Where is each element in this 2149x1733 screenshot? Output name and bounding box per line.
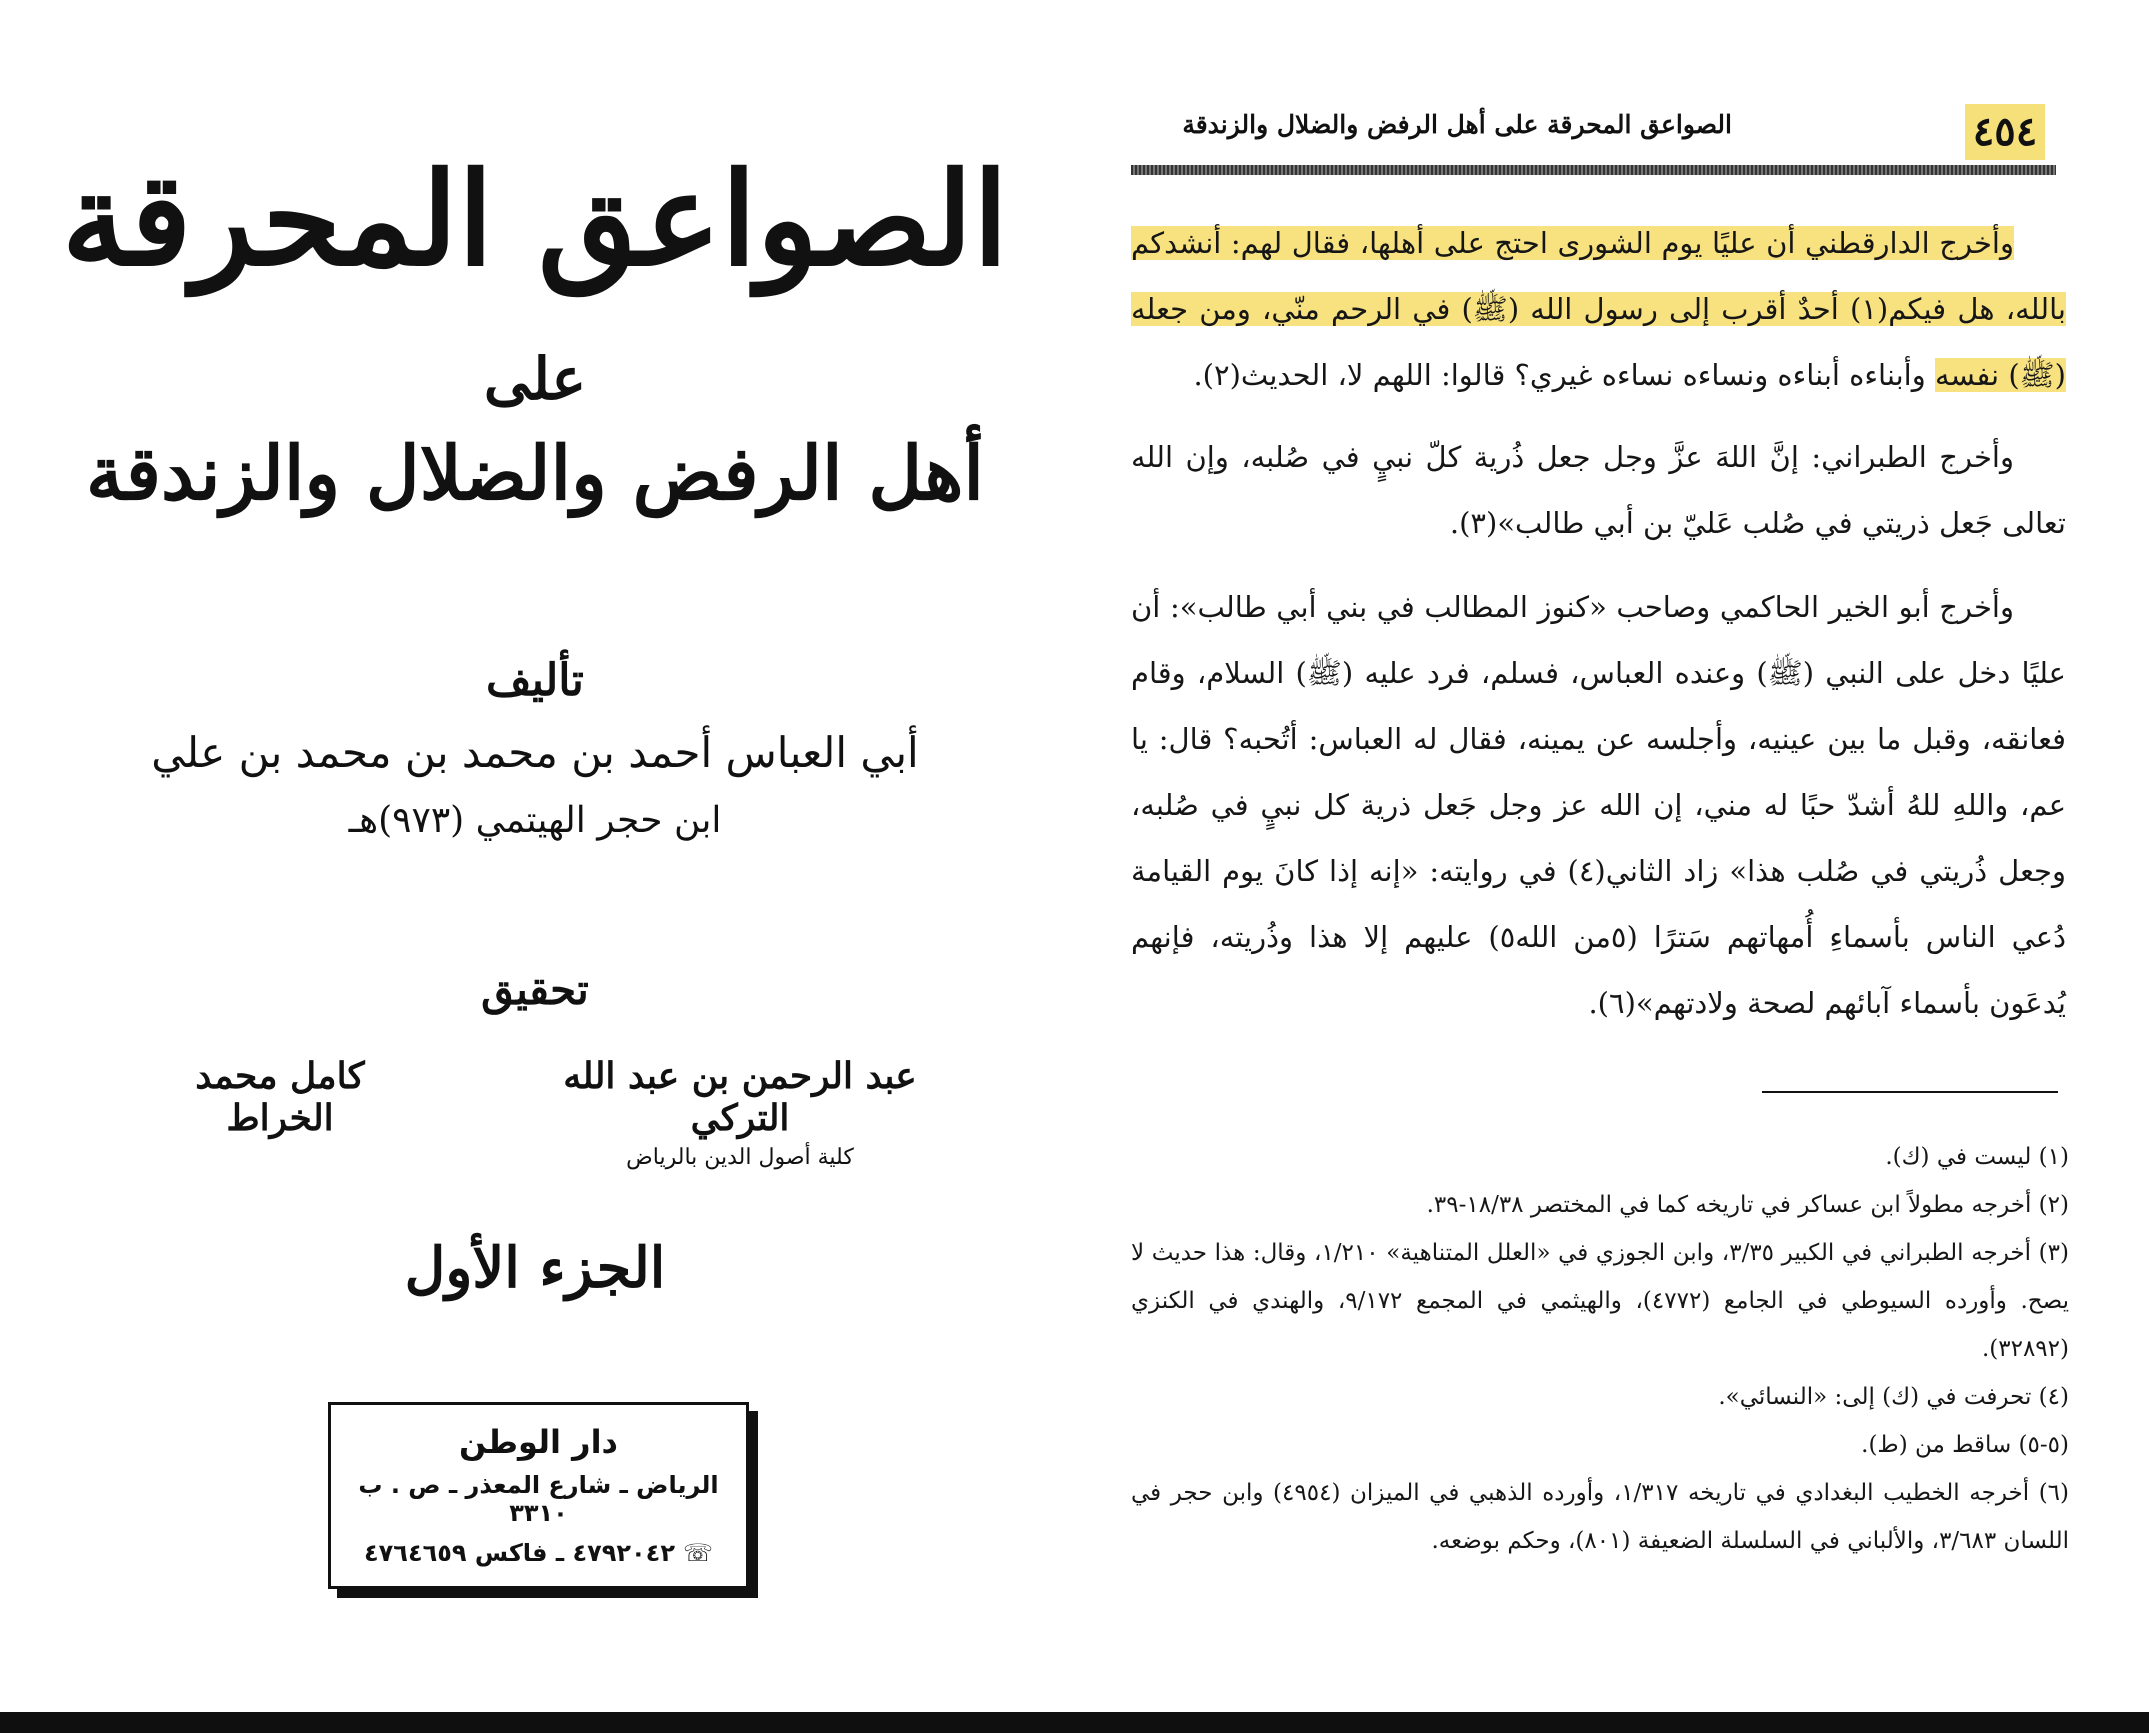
footnote: (١) ليست في (ك). <box>1885 1144 2069 1170</box>
scan-edge-bar <box>0 1712 1070 1733</box>
telephone-icon: ☏ <box>682 1539 713 1567</box>
paragraph-1-rest: وأبناءه أبناءه ونساءه نساءه غيري؟ قالوا: اللهم لا، الحديث(٢). <box>1193 358 1935 392</box>
editor-2-name: كامل محمد الخراط <box>195 1055 365 1139</box>
book-title: الصواعق المحرقة <box>61 145 1009 295</box>
cover-page <box>0 0 1070 1712</box>
footnotes <box>1131 1133 2069 1565</box>
editor-1-name: عبد الرحمن بن عبد الله التركي <box>563 1055 917 1139</box>
publisher-box <box>328 1402 749 1589</box>
header-rule <box>1131 165 2056 175</box>
highlighted-text: وأخرج الدارقطني أن عليًا يوم الشورى احتج على أهلها، فقال لهم: أنشدكم بالله، هل فيكم(١) أحدٌ أقرب إلى رسول الله (ﷺ) في الرحم منّي، ومن جعله (ﷺ) نفسه <box>1131 226 2067 392</box>
footnote: (٦) أخرجه الخطيب البغدادي في تاريخه ١/٣١٧، وأورده الذهبي في الميزان (٤٩٥٤) وابن حجر في اللسان ٣/٦٨٣، والألباني في السلسلة الضعيفة (٨٠١)، وحكم بوضعه. <box>1131 1480 2070 1554</box>
paragraph-2: وأخرج الطبراني: إنَّ اللهَ عزَّ وجل جعل ذُرية كلّ نبيٍ في صُلبه، وإن الله تعالى جَعل ذريتي في صُلب عَليّ بن أبي طالب»(٣). <box>1131 440 2066 540</box>
footnote-rule <box>1762 1091 2058 1093</box>
publisher-phone-line <box>331 1539 746 1567</box>
editing-label: تحقيق <box>481 965 589 1014</box>
publisher-phone: ٤٧٩٢٠٤٢ ـ فاكس ٤٧٦٤٦٥٩ <box>364 1539 675 1567</box>
paragraph-3: وأخرج أبو الخير الحاكمي وصاحب «كنوز المطالب في بني أبي طالب»: أن عليًا دخل على النبي (ﷺ) وعنده العباس، فسلم، فرد عليه (ﷺ) السلام، وقام فعانقه، وقبل ما بين عينيه، وأجلسه عن يمينه، فقال له العباس: أتُحبه؟ قال: يا عم، واللهِ للهُ أشدّ حبًا له مني، إن الله عز وجل جَعل ذرية كل نبيٍ في صُلبه، وجعل ذُريتي في صُلب هذا» زاد الثاني(٤) في روايته: «إنه إذا كانَ يوم القيامة دُعي الناس بأسماءِ أُمهاتهم سَترًا (٥من الله٥) عليهم إلا هذا وذُريته، فإنهم يُدعَون بأسماء آبائهم لصحة ولادتهم»(٦). <box>1131 590 2066 1020</box>
running-head: الصواعق المحرقة على أهل الرفض والضلال والزندقة <box>1182 110 1732 139</box>
volume-label: الجزء الأول <box>404 1235 666 1301</box>
footnote: (٥-٥) ساقط من (ط). <box>1861 1432 2069 1458</box>
footnote: (٤) تحرفت في (ك) إلى: «النسائي». <box>1718 1384 2069 1410</box>
scan-edge-bar <box>1070 1712 2149 1733</box>
publisher-name: دار الوطن <box>459 1423 618 1461</box>
footnote: (٣) أخرجه الطبراني في الكبير ٣/٣٥، وابن الجوزي في «العلل المتناهية» ١/٢١٠، وقال: هذا حديث لا يصح. وأورده السيوطي في الجامع (٤٧٧٢)، والهيثمي في المجمع ٩/١٧٢، والهندي في الكنزي (٣٢٨٩٢). <box>1131 1240 2070 1362</box>
page-number: ٤٥٤ <box>1965 104 2045 160</box>
editor-2 <box>150 1055 410 1139</box>
book-subtitle: أهل الرفض والضلال والزندقة <box>86 431 984 517</box>
author-name: أبي العباس أحمد بن محمد بن محمد بن علي <box>151 728 919 777</box>
footnote: (٢) أخرجه مطولاً ابن عساكر في تاريخه كما في المختصر ١٨/٣٨-٣٩. <box>1426 1192 2069 1218</box>
editor-1 <box>560 1055 920 1170</box>
author-lineage: ابن حجر الهيتمي (٩٧٣)هـ <box>348 800 722 841</box>
paragraph-1 <box>1131 210 2066 408</box>
title-connector: على <box>483 345 587 413</box>
publisher-address: الرياض ـ شارع المعذر ـ ص . ب ٣٣١٠ <box>358 1471 719 1527</box>
authorship-label: تأليف <box>486 655 584 706</box>
editor-1-affiliation: كلية أصول الدين بالرياض <box>626 1145 854 1170</box>
